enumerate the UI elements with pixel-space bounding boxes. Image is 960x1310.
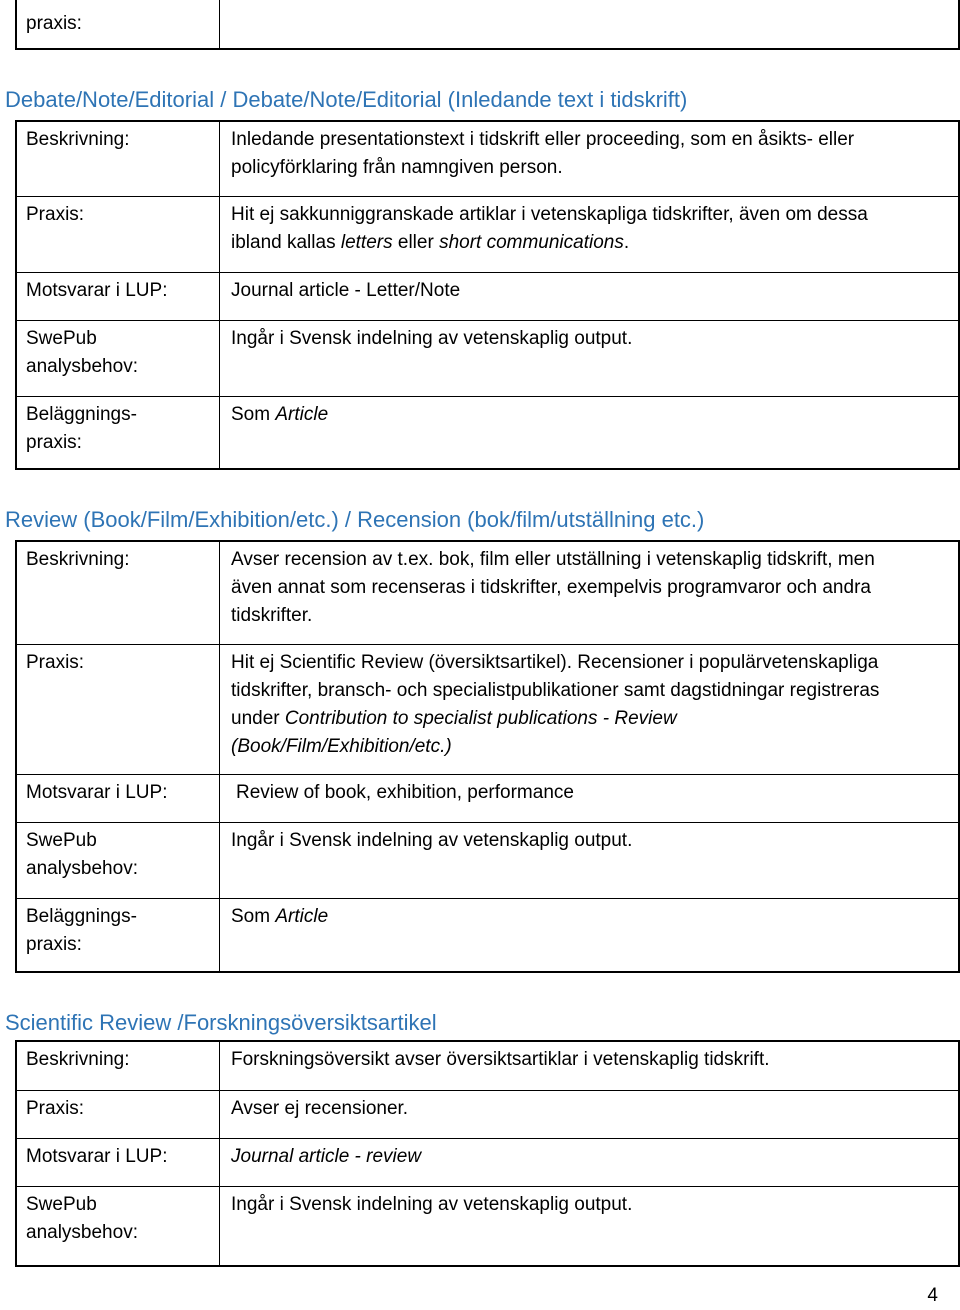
row-value-swepub: Ingår i Svensk indelning av vetenskaplig output.: [231, 1194, 633, 1215]
row-label-swepub: SwePub analysbehov:: [26, 1194, 138, 1243]
table-row: [17, 396, 958, 469]
table-row: [17, 196, 958, 273]
table-row: [17, 542, 958, 644]
table-row: [17, 1186, 958, 1266]
row-value-motsvarar: Journal article - review: [231, 1146, 422, 1167]
section-heading-review: Review (Book/Film/Exhibition/etc.) / Recension (bok/film/utställning etc.): [5, 507, 705, 532]
row-label-motsvarar: Motsvarar i LUP:: [26, 782, 168, 803]
row-value-swepub: Ingår i Svensk indelning av vetenskaplig output.: [231, 328, 633, 349]
table-row: [17, 822, 958, 899]
table-row: [17, 644, 958, 775]
review-table: [15, 540, 960, 973]
row-value-beskrivning: Inledande presentationstext i tidskrift eller proceeding, som en åsikts- eller policyförklaring från namngiven person.: [231, 129, 855, 178]
row-label-motsvarar: Motsvarar i LUP:: [26, 280, 168, 301]
row-label-beskrivning: Beskrivning:: [26, 129, 130, 150]
debate-table: [15, 120, 960, 470]
row-value-motsvarar: Review of book, exhibition, performance: [236, 782, 574, 803]
table-row: [17, 122, 958, 196]
row-label-swepub: SwePub analysbehov:: [26, 328, 138, 377]
row-value-praxis: Hit ej sakkunniggranskade artiklar i vetenskapliga tidskrifter, även om dessa ibland kallas letters eller short communications.: [231, 204, 868, 253]
top-table-fragment: [15, 0, 960, 50]
section-heading-debate: Debate/Note/Editorial / Debate/Note/Editorial (Inledande text i tidskrift): [5, 87, 688, 112]
row-value-motsvarar: Journal article - Letter/Note: [231, 280, 461, 301]
scientific-review-table: [15, 1040, 960, 1267]
table-row: [17, 1138, 958, 1187]
row-label-beskrivning: Beskrivning:: [26, 549, 130, 570]
table-row: [17, 272, 958, 321]
row-value-beskrivning: Avser recension av t.ex. bok, film eller utställning i vetenskaplig tidskrift, men även annat som recenseras i tidskrifter, exempelvis programvaror och andra tidskrifter.: [231, 549, 875, 626]
row-label-praxis: Praxis:: [26, 1098, 85, 1119]
row-value-belaggning: Som Article: [231, 404, 329, 425]
row-label-praxis: Praxis:: [26, 652, 85, 673]
row-label-praxis: Praxis:: [26, 204, 85, 225]
table-row: [17, 0, 958, 50]
row-value-beskrivning: Forskningsöversikt avser översiktsartiklar i vetenskaplig tidskrift.: [231, 1049, 770, 1070]
section-heading-scientific-review: Scientific Review /Forskningsöversiktsartikel: [5, 1010, 437, 1035]
table-row: [17, 1090, 958, 1139]
row-label-swepub: SwePub analysbehov:: [26, 830, 138, 879]
page-number: 4: [927, 1285, 938, 1306]
row-label-belaggning: praxis:: [26, 13, 82, 34]
table-row: [17, 1042, 958, 1090]
row-value-praxis: Hit ej Scientific Review (översiktsartikel). Recensioner i populärvetenskapliga tidskrifter, bransch- och specialistpublikationer samt dagstidningar registreras under Contribution to specialist publications - Review (Book/Film/Exhibition/etc.): [231, 652, 880, 757]
row-label-motsvarar: Motsvarar i LUP:: [26, 1146, 168, 1167]
row-value-belaggning: Som Article: [231, 906, 329, 927]
row-label-belaggning: Beläggnings- praxis:: [26, 906, 137, 955]
table-row: [17, 774, 958, 823]
row-value-praxis: Avser ej recensioner.: [231, 1098, 409, 1119]
table-row: [17, 320, 958, 397]
row-value-swepub: Ingår i Svensk indelning av vetenskaplig output.: [231, 830, 633, 851]
row-label-beskrivning: Beskrivning:: [26, 1049, 130, 1070]
table-row: [17, 898, 958, 972]
row-label-belaggning: Beläggnings- praxis:: [26, 404, 137, 453]
